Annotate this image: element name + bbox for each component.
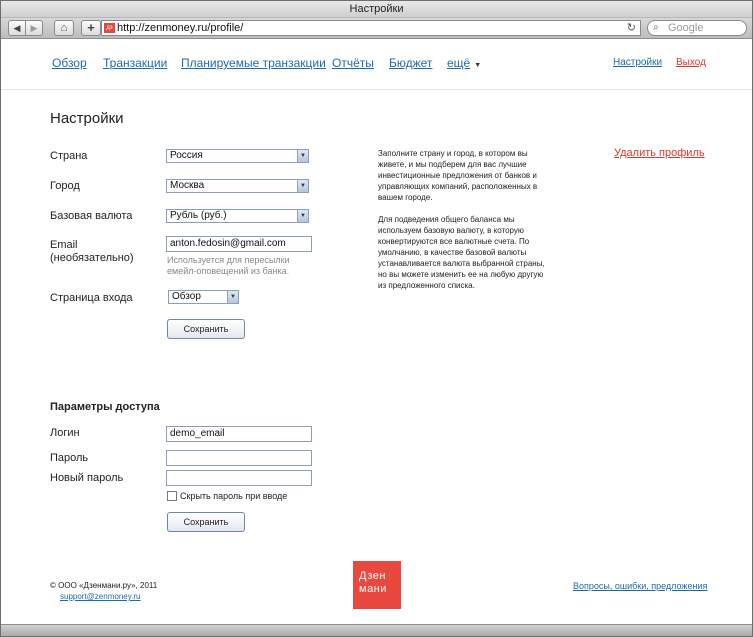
address-bar[interactable] — [101, 20, 641, 36]
nav-budget[interactable]: Бюджет — [389, 56, 433, 70]
password-field[interactable] — [166, 450, 312, 466]
nav-planned-transactions[interactable]: Планируемые транзакции — [181, 56, 326, 70]
currency-select[interactable] — [166, 209, 309, 223]
favicon-icon: дз — [104, 23, 115, 33]
info-line: но вы можете изменить ее на любую другую — [378, 270, 544, 279]
browser-toolbar — [1, 18, 752, 39]
feedback-link[interactable]: Вопросы, ошибки, предложения — [573, 581, 708, 591]
save-settings-button[interactable]: Сохранить — [167, 319, 245, 339]
country-value: Россия — [170, 150, 203, 161]
info-line: инвестиционные предложения от банков и — [378, 171, 537, 180]
new-password-label: Новый пароль — [50, 472, 124, 484]
currency-info-paragraph — [378, 214, 578, 291]
search-icon: ⌕ — [653, 22, 659, 33]
nav-overview[interactable]: Обзор — [52, 56, 87, 70]
chevron-down-icon: ▼ — [297, 150, 308, 162]
login-label: Логин — [50, 427, 80, 439]
page-content — [1, 40, 752, 624]
delete-profile-link[interactable]: Удалить профиль — [614, 147, 705, 159]
url-text: http://zenmoney.ru/profile/ — [117, 22, 244, 34]
country-label: Страна — [50, 150, 88, 162]
reload-icon[interactable]: ↻ — [626, 22, 636, 34]
new-password-field[interactable] — [166, 470, 312, 486]
page-title: Настройки — [50, 110, 124, 127]
home-icon[interactable]: ⌂ — [54, 20, 74, 36]
chevron-down-icon: ▼ — [297, 180, 308, 192]
info-line: из предложенного списка. — [378, 281, 475, 290]
password-label: Пароль — [50, 452, 89, 464]
city-value: Москва — [170, 180, 205, 191]
support-email-link[interactable]: support@zenmoney.ru — [60, 592, 141, 601]
start-page-select[interactable] — [168, 290, 239, 304]
forward-button[interactable]: ▶ — [25, 20, 43, 36]
access-section-title: Параметры доступа — [50, 401, 160, 413]
info-line: Для подведения общего баланса мы — [378, 215, 515, 224]
info-line: устанавливается валюта выбранной страны, — [378, 259, 545, 268]
start-page-value: Обзор — [172, 291, 201, 302]
info-line: управляющих компаний, расположенных в — [378, 182, 538, 191]
save-access-button[interactable]: Сохранить — [167, 512, 245, 532]
city-label: Город — [50, 180, 80, 192]
currency-label: Базовая валюта — [50, 210, 133, 222]
logo-line2: мани — [359, 583, 387, 595]
currency-value: Рубль (руб.) — [170, 210, 227, 221]
search-placeholder: Google — [668, 22, 704, 34]
status-bar — [1, 624, 752, 637]
email-label: Email — [50, 239, 78, 251]
email-hint-line2: емейл-оповещений из банка. — [167, 266, 290, 276]
info-line: вашем городе. — [378, 193, 433, 202]
add-bookmark-button[interactable]: + — [81, 20, 101, 36]
start-page-label: Страница входа — [50, 292, 133, 304]
nav-transactions[interactable]: Транзакции — [103, 56, 168, 70]
city-select[interactable] — [166, 179, 309, 193]
email-hint-line1: Используется для пересылки — [167, 255, 290, 265]
hide-password-checkbox[interactable] — [167, 491, 177, 501]
nav-reports[interactable]: Отчёты — [332, 56, 374, 70]
info-line: умолчанию, в качестве базовой валюты — [378, 248, 527, 257]
chevron-down-icon: ▼ — [297, 210, 308, 222]
window-title: Настройки — [1, 1, 752, 18]
login-field[interactable]: demo_email — [166, 426, 312, 442]
zenmoney-logo[interactable] — [353, 561, 401, 609]
nav-settings[interactable]: Настройки — [613, 57, 663, 68]
logout-link[interactable]: Выход — [676, 57, 706, 68]
chevron-down-icon: ▼ — [227, 291, 238, 303]
back-button[interactable]: ◀ — [8, 20, 26, 36]
nav-more-label: ещё — [447, 56, 471, 70]
search-input[interactable] — [647, 20, 747, 36]
logo-line1: Дзен — [359, 570, 386, 582]
info-line: Заполните страну и город, в котором вы — [378, 149, 528, 158]
info-line: живете, и мы подберем для вас лучшие — [378, 160, 527, 169]
info-line: конвертируются все валютные счета. По — [378, 237, 530, 246]
location-info-paragraph — [378, 148, 578, 203]
chevron-down-icon: ▼ — [474, 62, 482, 69]
nav-more[interactable] — [447, 56, 481, 70]
country-select[interactable] — [166, 149, 309, 163]
email-optional-label: (необязательно) — [50, 252, 134, 264]
email-field[interactable]: anton.fedosin@gmail.com — [166, 236, 312, 252]
footer-copyright: © ООО «Дзенмани.ру», 2011 — [50, 581, 158, 590]
top-navigation — [1, 40, 752, 90]
hide-password-label[interactable]: Скрыть пароль при вводе — [180, 491, 288, 501]
info-line: используем базовую валюту, в которую — [378, 226, 524, 235]
